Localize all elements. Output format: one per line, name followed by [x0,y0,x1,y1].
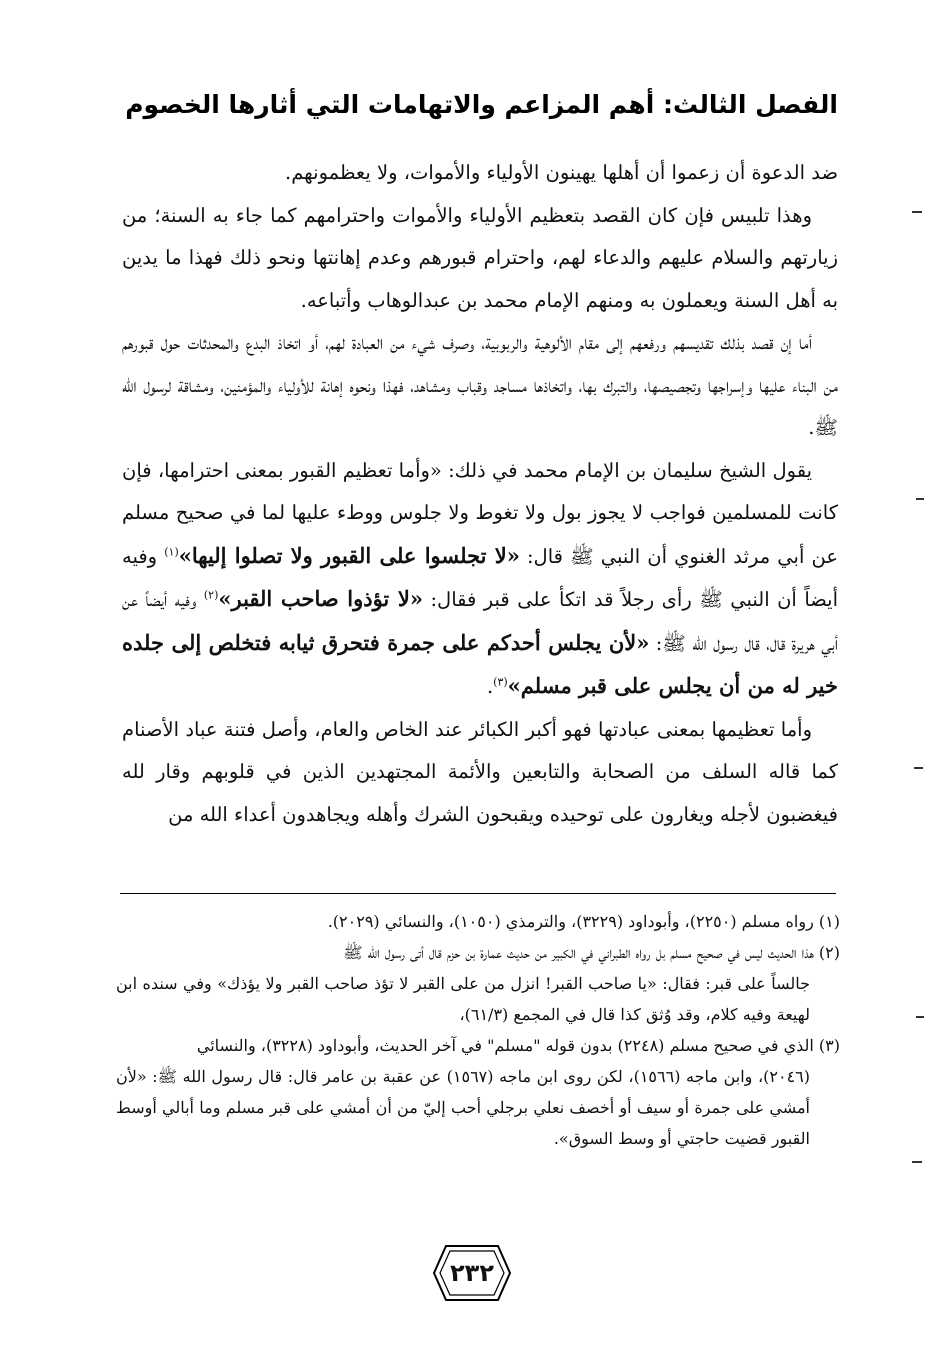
quote-end: . [486,675,494,698]
main-text [122,152,838,836]
footnote-3: (٣) الذي في صحيح مسلم (٢٢٤٨) بدون قوله "مسلم" في آخر الحديث، وأبوداود (٣٢٢٨)، والنسائي [196,1036,840,1055]
page-number-ornament [432,1242,512,1304]
quote-intro: يقول الشيخ سليمان بن الإمام محمد في ذلك: «وأما تعظيم القبور بمعنى احترامها، فإن كانت للمسلمين فواجب لا يجوز بول ولا تغوط ولا جلوس ووطء عليها لما في صحيح مسلم عن أبي مرثد الغنوي أن النبي ﷺ قال: [122,458,838,568]
hadith-1: «لا تجلسوا على القبور ولا تصلوا إليها» [178,542,520,568]
scan-speck [914,767,923,769]
footnote-ref-2: (٢) [203,588,219,602]
paragraph-2: وهذا تلبيس فإن كان القصد بتعظيم الأولياء والأموات واحترامهم كما جاء به السنة؛ من زيارتهم والسلام عليهم والدعاء لهم، واحترام قبورهم وعدم إهانتها ونحو ذلك فهذا ما يدين به أهل السنة ويعملون به ومنهم الإمام محمد بن عبدالوهاب وأتباعه. [122,203,838,312]
hadith-3: «لأن يجلس أحدكم على جمرة فتحرق ثيابه فتخلص إلى جلده خير له من أن يجلس على قبر مسلم» [122,629,838,698]
running-header [120,84,838,124]
paragraph-3: أما إن قصد بذلك تقديسهم ورفعهم إلى مقام الألوهية والربوبية، وصرف شيء من العبادة لهم، أو اتخاذ البدع والمحدثات حول قبورهم من البناء عليها وإسراجها وتجصيصها، والتبرك بها، واتخاذها مساجد وقباب ومشاهد، فهذا ونحوه إهانة للأولياء والمؤمنين، ومشاقة لرسول الله ﷺ. [122,331,838,439]
footnote-3-continued: (٢٠٤٦)، وابن ماجه (١٥٦٦)، لكن روى ابن ماجه (١٥٦٧) عن عقبة بن عامر قال: قال رسول الله ﷺ: «لأن أمشي على جمرة أو سيف أو أخصف نعلي برجلي أحب إليّ من أن أمشي على قبر مسلم وما أبالي أوسط القبور قضيت حاجتي أو وسط السوق». [116,1067,811,1148]
footnote-ref-3: (٣) [493,675,508,689]
page-number: ٢٣٢ [450,1259,494,1287]
paragraph-5: وأما تعظيمها بمعنى عبادتها فهو أكبر الكبائر عند الخاص والعام، وأصل فتنة عباد الأصنام كما قاله السلف من الصحابة والتابعين والأئمة المجتهدين الذين في قلوبهم وقار لله فيغضبون لأجله ويغارون على توحيده ويقبحون الشرك وأهله ويجاهدون أعداء الله من [122,717,838,826]
paragraph-4 [122,450,838,709]
footnote-2-continued: جالساً على قبر: فقال: «يا صاحب القبر! انزل من على القبر لا تؤذ صاحب القبر ولا يؤذك» وفي سنده ابن لهيعة وفيه كلام، وقد وُثق كذا قال في المجمع (٦١/٣)، [116,974,810,1024]
quote-text-3: وفيه أيضاً عن أبي هريرة قال، قال رسول الله ﷺ: [122,588,838,655]
footnote-separator [120,893,836,894]
footnote-1: (١) رواه مسلم (٢٢٥٠)، وأبوداود (٣٢٢٩)، والترمذي (١٠٥٠)، والنسائي (٢٠٢٩). [327,912,840,931]
quote-text-2: وفيه أيضاً أن النبي ﷺ رأى رجلاً قد اتكأ على قبر فقال: [122,544,839,611]
scan-speck [916,498,924,500]
footnote-ref-1: (١) [164,545,179,558]
hadith-2: «لا تؤذوا صاحب القبر» [218,586,423,611]
scan-speck [912,211,922,213]
footnote-2: (٢) هذا الحديث ليس في صحيح مسلم بل رواه الطبراني في الكبير من حديث عمارة بن حزم قال أتى رسول الله ﷺ [343,943,840,962]
footnotes [116,906,840,1154]
chapter-title: الفصل الثالث: أهم المزاعم والاتهامات التي أثارها الخصوم [125,89,838,119]
scan-speck [916,1016,924,1018]
scan-speck [912,1161,922,1163]
paragraph-1: ضد الدعوة أن زعموا أن أهلها يهينون الأولياء والأموات، ولا يعظمونهم. [285,161,838,184]
